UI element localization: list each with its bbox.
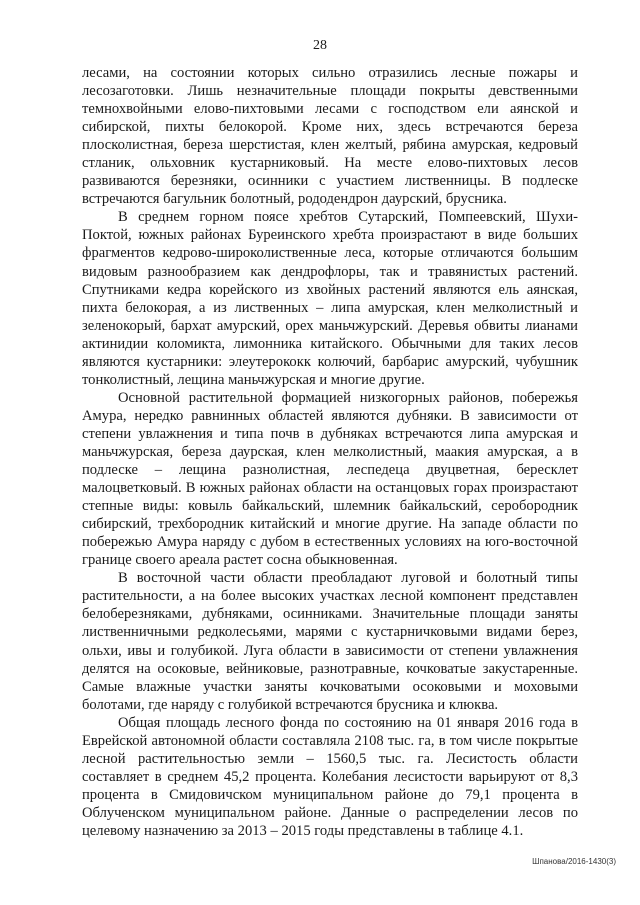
paragraph-2: В среднем горном поясе хребтов Сутарский, Помпеевский, Шухи-Поктой, южных районах Буреинского хребта произрастают в виде больших фрагментов кедрово-широколиственные леса, которые отличаются большим видовым разнообразием как дендрофлоры, так и травянистых растений. Спутниками кедра корейского из хвойных растений являются ель аянская, пихта белокорая, а из лиственных – липа амурская, клен мелколистный и зеленокорый, бархат амурский, орех маньчжурский. Деревья обвиты лианами актинидии коломикта, лимонника китайского. Обычными для таких лесов являются кустарники: элеутерококк колючий, барбарис амурский, чубушник тонколистный, лещина маньчжурская и многие другие. — [82, 209, 578, 388]
document-body — [82, 64, 578, 840]
paragraph-1: лесами, на состоянии которых сильно отразились лесные пожары и лесозаготовки. Лишь незначительные площади покрыты девственными темнохвойными елово-пихтовыми лесами с господством ели аянской и сибирской, пихты белокорой. Кроме них, здесь встречаются береза плосколистная, береза шерстистая, клен желтый, рябина амурская, кедровый стланик, ольховник кустарниковый. На месте елово-пихтовых лесов развиваются березняки, осинники с участием лиственницы. В подлеске встречаются багульник болотный, рододендрон даурский, брусника. — [82, 65, 578, 208]
paragraph-3: Основной растительной формацией низкогорных районов, побережья Амура, нередко равнинных областей являются дубняки. В зависимости от степени увлажнения и типа почв в дубняках встречаются липа амурская и маньчжурская, береза даурская, клен мелколистный, маакия амурская, а в подлеске – лещина разнолистная, леспедеца двуцветная, бересклет малоцветковый. В южных районах области на останцовых горах произрастают степные виды: ковыль байкальский, шлемник байкальский, серобородник сибирский, трехбородник китайский и многие другие. На западе области по побережью Амура наряду с дубом в естественных условиях на юго-восточной границе своего ареала растет сосна обыкновенная. — [82, 389, 578, 569]
paragraph-5: Общая площадь лесного фонда по состоянию на 01 января 2016 года в Еврейской автономной области составляла 2108 тыс. га, в том числе покрытые лесной растительностью земли – 1560,5 тыс. га. Лесистость области составляет в среднем 45,2 процента. Колебания лесистости варьируют от 8,3 процента в Смидовичском муниципальном районе до 79,1 процента в Облученском муниципальном районе. Данные о распределении лесов по целевому назначению за 2013 – 2015 годы представлены в таблице 4.1. — [82, 714, 578, 839]
document-footer-code: Шпанова/2016-1430(3) — [532, 857, 616, 866]
paragraph-4: В восточной части области преобладают луговой и болотный типы растительности, а на более высоких участках лесной компонент представлен белоберезняками, дубняками, осинниками. Значительные площади заняты лиственничными редколесьями, марями с кустарничковыми видами берез, ольхи, ивы и голубикой. Луга области в зависимости от степени увлажнения делятся на осоковые, вейниковые, разнотравные, кочковатые закустаренные. Самые влажные участки заняты кочковатыми осоковыми и моховыми болотами, где наряду с голубикой встречаются брусника и клюква. — [82, 570, 578, 713]
page-number: 28 — [313, 38, 327, 53]
